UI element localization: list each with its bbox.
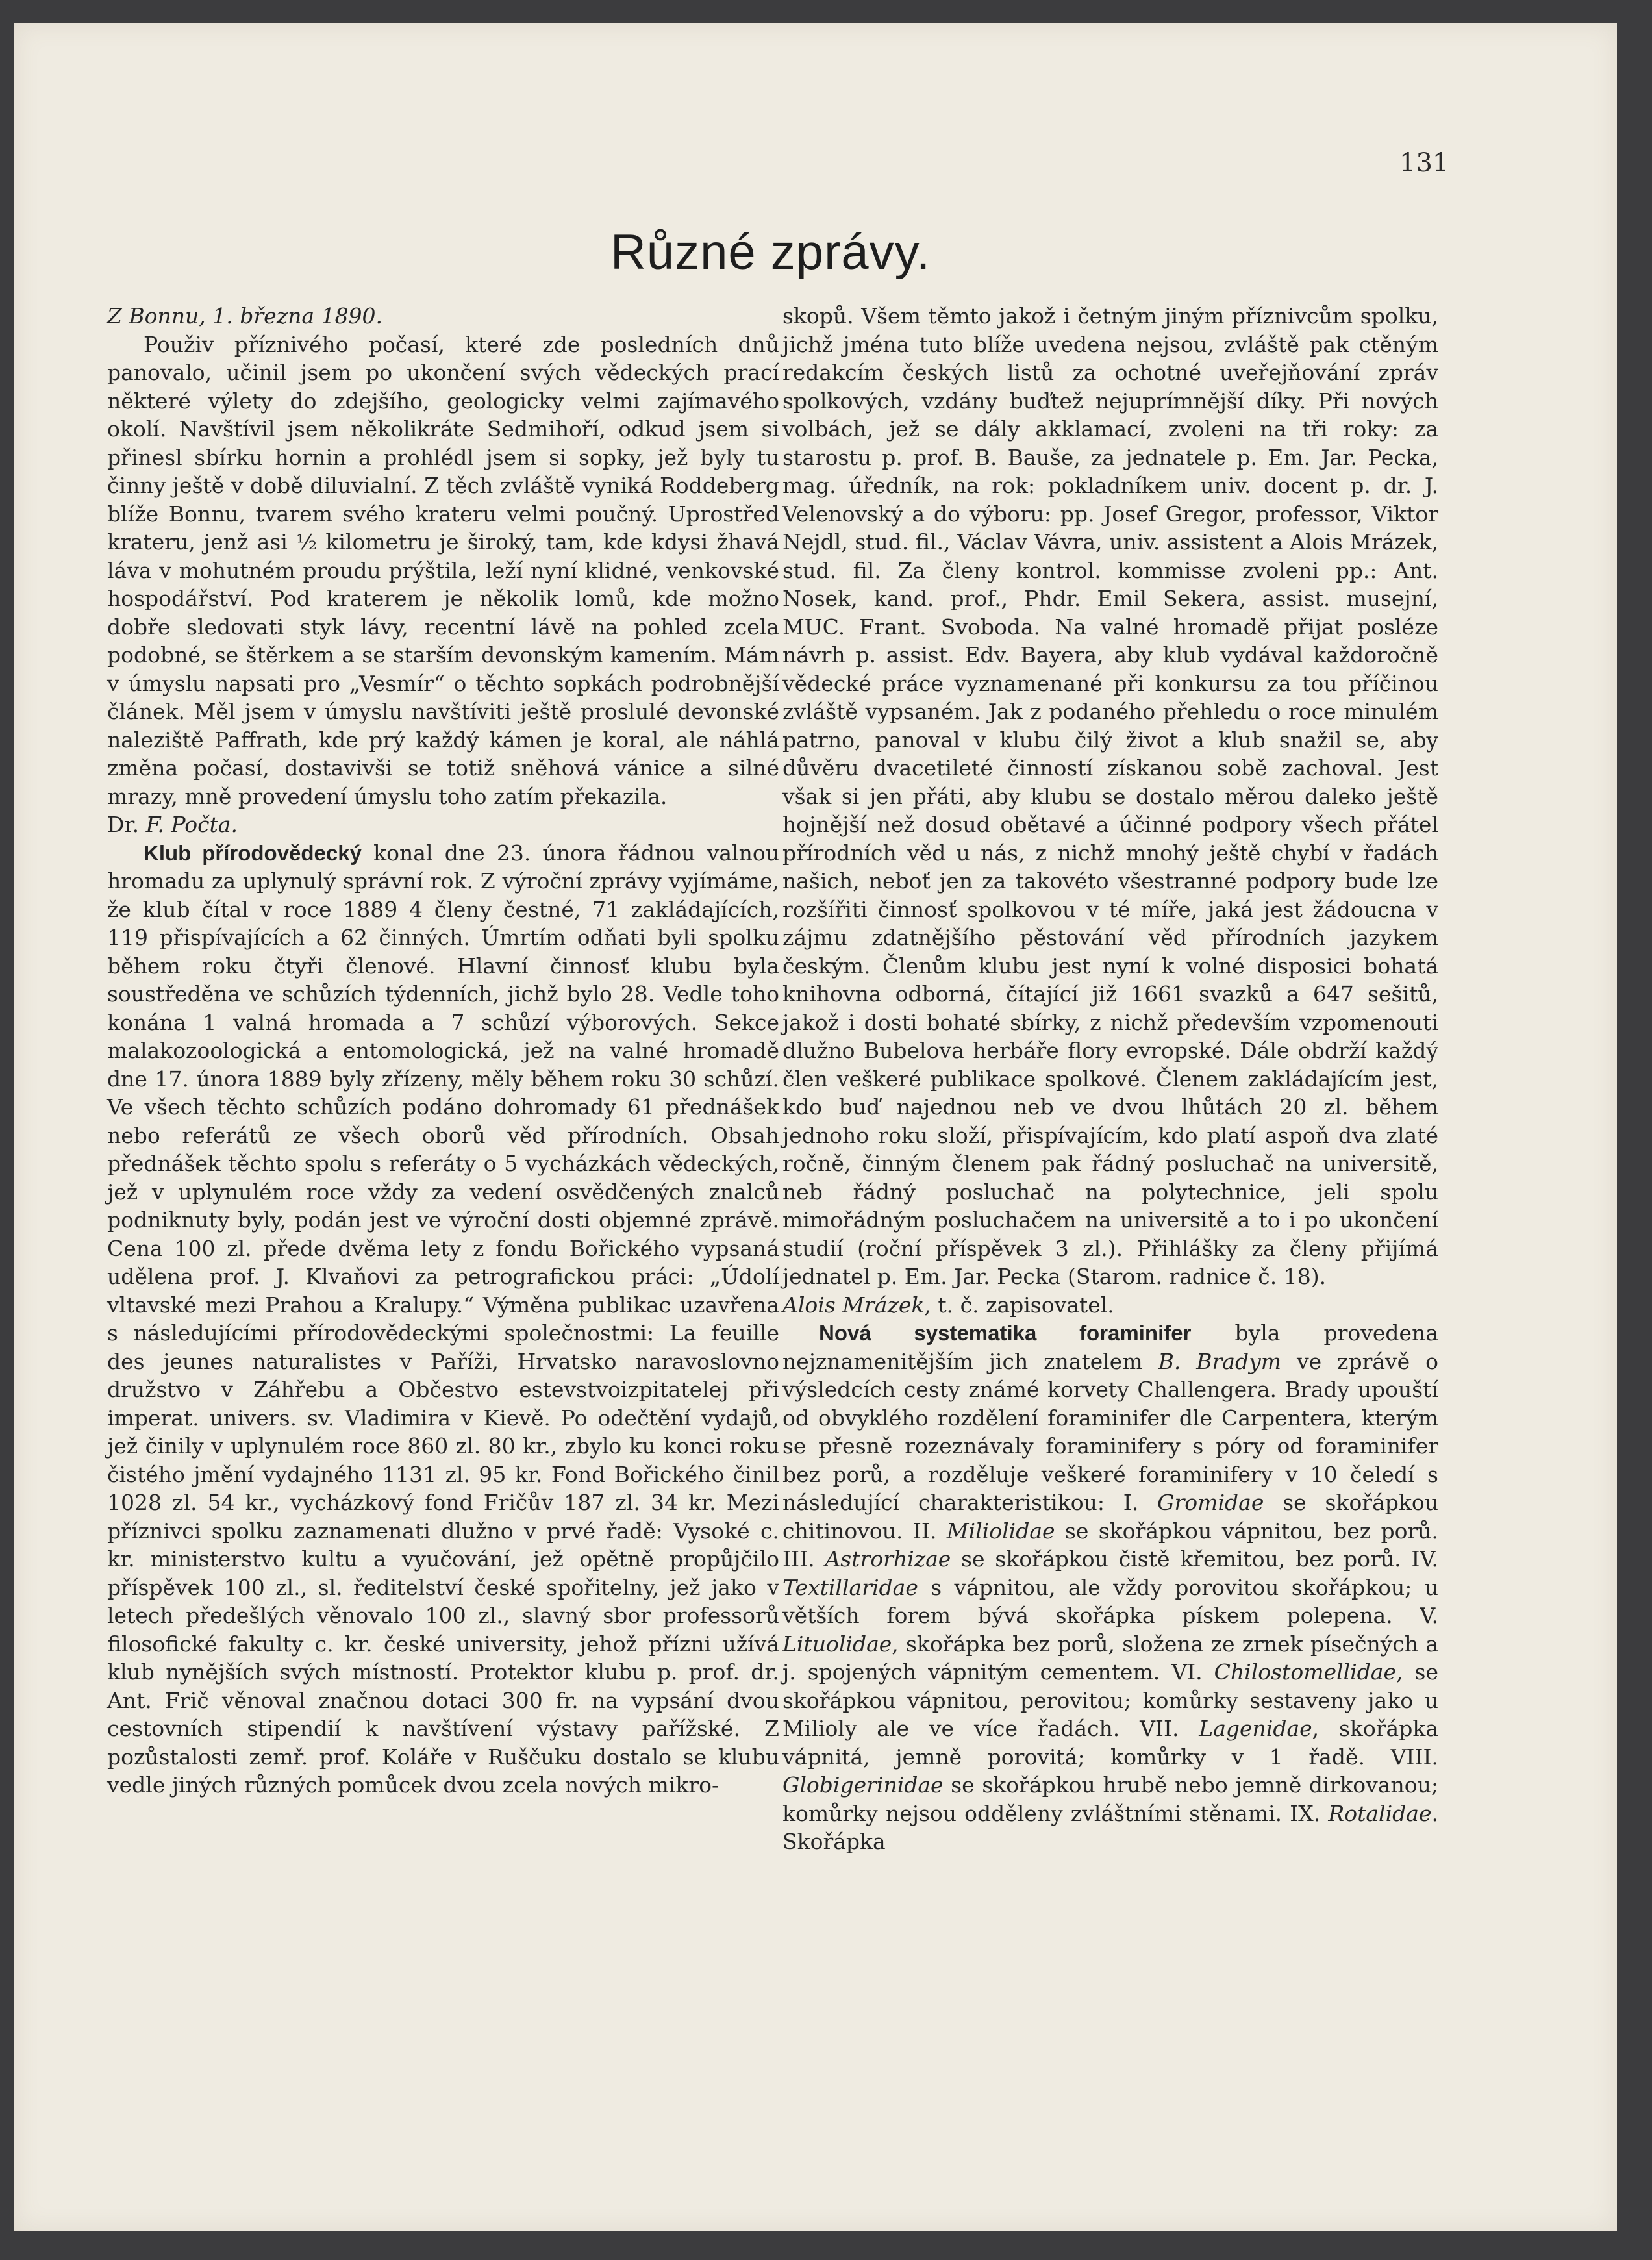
family-name: Textillaridae (782, 1574, 918, 1600)
family-description: , skořápka vápnitá, jemně porovitá; komůrky v 1 řadě. VIII. (782, 1716, 1438, 1770)
page-number: 131 (1399, 148, 1449, 178)
family-description: se skořápkou čistě křemitou, bez porů. IV. (951, 1546, 1438, 1572)
bonn-report (107, 331, 779, 811)
foraminifera-text-1: byla provedena nejznamenitějším jich znatelem (782, 1320, 1439, 1374)
page-title: Různé zprávy. (610, 225, 931, 280)
family-name: Astrorhizae (825, 1546, 951, 1572)
family-name: Lagenidae (1199, 1716, 1312, 1741)
family-description: se skořápkou vápnitou, bez porů. III. (782, 1518, 1438, 1572)
right-column (782, 302, 1438, 1856)
family-description: se skořápkou chitinovou. II. (782, 1490, 1439, 1544)
klub-signature-suffix: , t. č. zapisovatel. (924, 1292, 1114, 1318)
klub-report-text: konal dne 23. února řádnou valnou hromadu za uplynulý správní rok. Z výroční zprávy vyjímáme, že klub čítal v roce 1889 4 členy čestné, 71 zakládajících, 119 přispívajících a 62 činných. Úmrtím odňati byli spolku během roku čtyři členové. Hlavní činnosť klubu byla soustředěna ve schůzích týdenních, jichž bylo 28. Vedle toho konána 1 valná hromada a 7 schůzí výborových. Sekce malakozoologická a entomologická, jež na valné hromadě dne 17. února 1889 byly zřízeny, měly během roku 30 schůzí. Ve všech těchto schůzích podáno dohromady 61 přednášek nebo referátů ze všech oborů věd přírodních. Obsah přednášek těchto spolu s referáty o 5 vycházkách vědeckých, jež v uplynulém roce vždy za vedení osvědčených znalců podniknuty byly, podán jest ve výroční dosti objemné zprávě. Cena 100 zl. přede dvěma lety z fondu Bořického vypsaná udělena prof. J. Klvaňovi za petrografickou práci: „Údolí vltavské mezi Prahou a Kralupy.“ Výměna publikac uzavřena s následujícími přírodovědeckými společnostmi: La feuille des jeunes naturalistes v Paříži, Hrvatsko naravoslovno družstvo v Záhřebu a Občestvo estevstvoizpitatelej při imperat. univers. sv. Vladimira v Kievě. Po odečtění vydajů, jež činily v uplynulém roce 860 zl. 80 kr., zbylo ku konci roku čistého jmění vydajného 1131 zl. 95 kr. Fond Bořického činil 1028 zl. 54 kr., vycházkový fond Fričův 187 zl. 34 kr. Mezi příznivci spolku zaznamenati dlužno v prvé řadě: Vysoké c. kr. ministerstvo kultu a vyučování, jež opětně propůjčilo příspěvek 100 zl., sl. ředitelství české spořitelny, jež jako v letech předešlých věnovalo 100 zl., slavný sbor professorů filosofické fakulty c. kr. české university, jehož přízni užívá klub nynějších svých místností. Protektor klubu p. prof. dr. Ant. Frič věnoval značnou dotaci 300 fr. na vypsání dvou cestovních stipendií k navštívení výstavy pařížské. Z pozůstalosti zemř. prof. Koláře v Ruščuku dostalo se klubu vedle jiných různých pomůcek dvou zcela nových mikro- (107, 840, 779, 1798)
klub-heading: Klub přírodovědecký (144, 840, 362, 865)
bonn-signature-prefix: Dr. (107, 812, 146, 837)
dateline: Z Bonnu, 1. března 1890. (107, 303, 382, 329)
family-name: Chilostomellidae (1214, 1659, 1397, 1685)
foraminifera-report (782, 1319, 1438, 1856)
family-name: Lituolidae (782, 1631, 892, 1657)
left-column (107, 302, 779, 1800)
family-description: , se skořápkou vápnitou, perovitou; komůrky sestaveny jako u Milioly ale ve více řadách. VII. (782, 1659, 1438, 1741)
klub-signature (782, 1291, 1438, 1320)
family-name: Gromidae (1157, 1490, 1264, 1515)
family-name: Rotalidae (1328, 1800, 1432, 1826)
foraminifera-text-2: ve zprávě o výsledcích cesty známé korvety Challengera. Brady upouští od obvyklého rozdělení foraminifer dle Carpentera, kterým se přesně rozeznávaly foraminifery s póry od foraminifer bez porů, a rozděluje veškeré foraminifery v 10 čeledí s následující charakteristikou: I. (782, 1348, 1438, 1515)
family-description: s vápnitou, ale vždy porovitou skořápkou; u větších forem bývá skořápka pískem polepena. V. (782, 1574, 1438, 1628)
bonn-signature-name: F. Počta. (145, 812, 238, 837)
klub-signature-name: Alois Mrázek (782, 1292, 925, 1318)
family-description: , skořápka bez porů, složena ze zrnek písečných a j. spojených vápnitým cementem. VI. (782, 1631, 1438, 1685)
foraminifera-heading: Nová systematika foraminifer (819, 1321, 1192, 1345)
family-name: Miliolidae (946, 1518, 1055, 1544)
klub-report-continuation: skopů. Všem těmto jakož i četným jiným příznivcům spolku, jichž jména tuto blíže uvedena nejsou, zvláště pak ctěným redakcím českých listů za ochotné uveřejňování zpráv spolkových, vzdány buďtež nejuprímnější díky. Při nových volbách, jež se dály akklamací, zvoleni na tři roky: za starostu p. prof. B. Bauše, za jednatele p. Em. Jar. Pecka, mag. úředník, na rok: pokladníkem univ. docent p. dr. J. Velenovský a do výboru: pp. Josef Gregor, professor, Viktor Nejdl, stud. fil., Václav Vávra, univ. assistent a Alois Mrázek, stud. fil. Za členy kontrol. kommisse zvoleni pp.: Ant. Nosek, kand. prof., Phdr. Emil Sekera, assist. musejní, MUC. Frant. Svoboda. Na valné hromadě přijat posléze návrh p. assist. Edv. Bayera, aby klub vydával každoročně vědecké práce vyznamenané při konkursu za tou příčinou zvláště vypsaném. Jak z podaného přehledu o roce minulém patrno, panoval v klubu čilý život a klub snažil se, aby důvěru dvacetileté činností získanou sobě zachoval. Jest však si jen přáti, aby klubu se dostalo měrou daleko ještě hojnější než dosud obětavé a účinné podpory všech přátel přírodních věd u nás, z nichž mnohý ještě chybí v řadách našich, neboť jen za takovéto všestranné podpory bude lze rozšířiti činnosť spolkovou v té míře, jaká jest žádoucna v zájmu zdatnějšího pěstování věd přírodních jazykem českým. Členům klubu jest nyní k volné disposici bohatá knihovna odborná, čítající již 1661 svazků a 647 sešitů, jakož i dosti bohaté sbírky, z nichž především vzpomenouti dlužno Bubelova herbáře flory evropské. Dále obdrží každý člen veškeré publikace spolkové. Členem zakládajícím jest, kdo buď najednou neb ve dvou lhůtách 20 zl. během jednoho roku složí, přispívajícím, kdo platí aspoň dva zlaté ročně, činným členem pak řádný posluchač na universitě, neb řádný posluchač na polytechnice, jeli spolu mimořádným posluchačem na universitě a to i po ukončení studií (roční příspěvek 3 zl.). Přihlášky za členy přijímá jednatel p. Em. Jar. Pecka (Starom. radnice č. 18). (782, 303, 1438, 1289)
foraminifera-author: B. Bradym (1158, 1348, 1282, 1374)
bonn-signature (107, 810, 779, 839)
bonn-report-text: Použiv příznivého počasí, které zde posledních dnů panovalo, učinil jsem po ukončení svých vědeckých prací některé výlety do zdejšího, geologicky velmi zajímavého okolí. Navštívil jsem několikráte Sedmihoří, odkud jsem si přinesl sbírku hornin a prohlédl jsem si sopky, jež byly tu činny ještě v době diluvialní. Z těch zvláště vyniká Roddeberg blíže Bonnu, tvarem svého krateru velmi poučný. Uprostřed krateru, jenž asi ½ kilometru je široký, tam, kde kdysi žhavá láva v mohutném proudu prýštila, leží nyní klidné, venkovské hospodářství. Pod kraterem je několik lomů, kde možno dobře sledovati styk lávy, recentní lávě na pohled zcela podobné, se štěrkem a se starším devonským kamením. Mám v úmyslu napsati pro „Vesmír“ o těchto sopkách podrobnější článek. Měl jsem v úmyslu navštíviti ještě proslulé devonské naleziště Paffrath, kde prý každý kámen je koral, ale náhlá změna počasí, dostavivši se totiž sněhová vánice a silné mrazy, mně provedení úmyslu toho zatím překazila. (107, 331, 779, 809)
family-name: Globigerinidae (782, 1772, 944, 1798)
klub-report (107, 839, 779, 1800)
family-description: se skořápkou hrubě nebo jemně dirkovanou; komůrky nejsou odděleny zvláštními stěnami. IX. (782, 1772, 1438, 1826)
family-description: . Skořápka (782, 1800, 1438, 1854)
